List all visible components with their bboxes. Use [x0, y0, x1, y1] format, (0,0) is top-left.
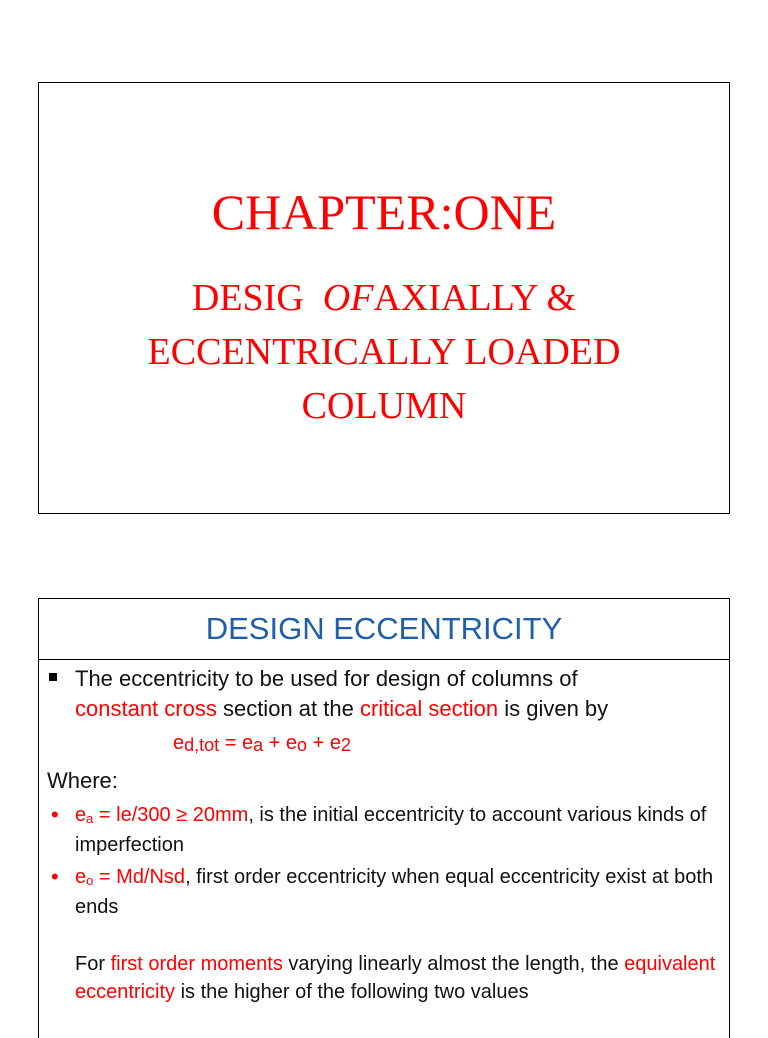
bullet-ea: [47, 802, 729, 858]
eq-term: + e: [263, 732, 298, 754]
ea-description: , is the initial eccentricity to account various kinds of imperfection: [75, 804, 707, 856]
intro-text-e: is given by: [498, 696, 609, 721]
subtitle-line-1: [39, 271, 729, 325]
bullet-intro: [47, 664, 729, 724]
red-dot-bullet-icon: •: [51, 802, 59, 827]
eo-definition: $e_o = Md/Nsd$: [75, 866, 186, 888]
content-slide: [38, 598, 730, 1038]
chapter-subtitle: [39, 271, 729, 433]
para-highlight-first-order-moments: first order moments: [110, 953, 283, 975]
where-label: Where:: [47, 768, 118, 793]
eq-term: e: [173, 732, 185, 754]
subtitle-word-of: OF: [322, 277, 374, 319]
para-text-e: is the higher of the following two values: [175, 981, 529, 1003]
eq-sub: a: [253, 735, 264, 755]
para-text-a: For: [75, 953, 111, 975]
ea-definition: $e_a = le/300 \ge 20mm$: [75, 804, 249, 826]
eq-sub: 2: [340, 735, 351, 755]
intro-highlight-constant-cross: constant cross: [75, 696, 217, 721]
paragraph-first-order: [47, 950, 729, 1006]
subtitle-line-3: COLUMN: [301, 385, 467, 427]
red-dot-bullet-icon: •: [51, 864, 59, 889]
intro-text-c: section at the: [216, 696, 360, 721]
subtitle-word-axially: AXIALLY &: [373, 277, 577, 319]
intro-text-a: The eccentricity to be used for design of columns of: [75, 666, 578, 691]
square-bullet-icon: [49, 673, 57, 681]
intro-highlight-critical-section: critical section: [359, 696, 499, 721]
eq-sub: o: [297, 735, 308, 755]
bullet-eo: [47, 864, 729, 920]
slide-body: [39, 660, 729, 1006]
slide-title: DESIGN ECCENTRICITY: [39, 599, 729, 660]
subtitle-line-2: ECCENTRICALLY LOADED: [147, 331, 621, 373]
para-text-c: varying linearly almost the length, the: [282, 953, 625, 975]
para-highlight-equivalent-eccentricity: equivalent eccentricity: [75, 953, 716, 1003]
equation: [173, 728, 729, 760]
eq-sub: d,tot: [184, 735, 220, 755]
eq-term: = e: [219, 732, 254, 754]
subtitle-word-desig: DESIG: [191, 277, 304, 319]
chapter-heading: CHAPTER:ONE: [211, 184, 557, 240]
eo-description: , first order eccentricity when equal eccentricity exist at both ends: [75, 866, 714, 918]
title-slide: [38, 82, 730, 514]
eq-term: + e: [307, 732, 341, 754]
